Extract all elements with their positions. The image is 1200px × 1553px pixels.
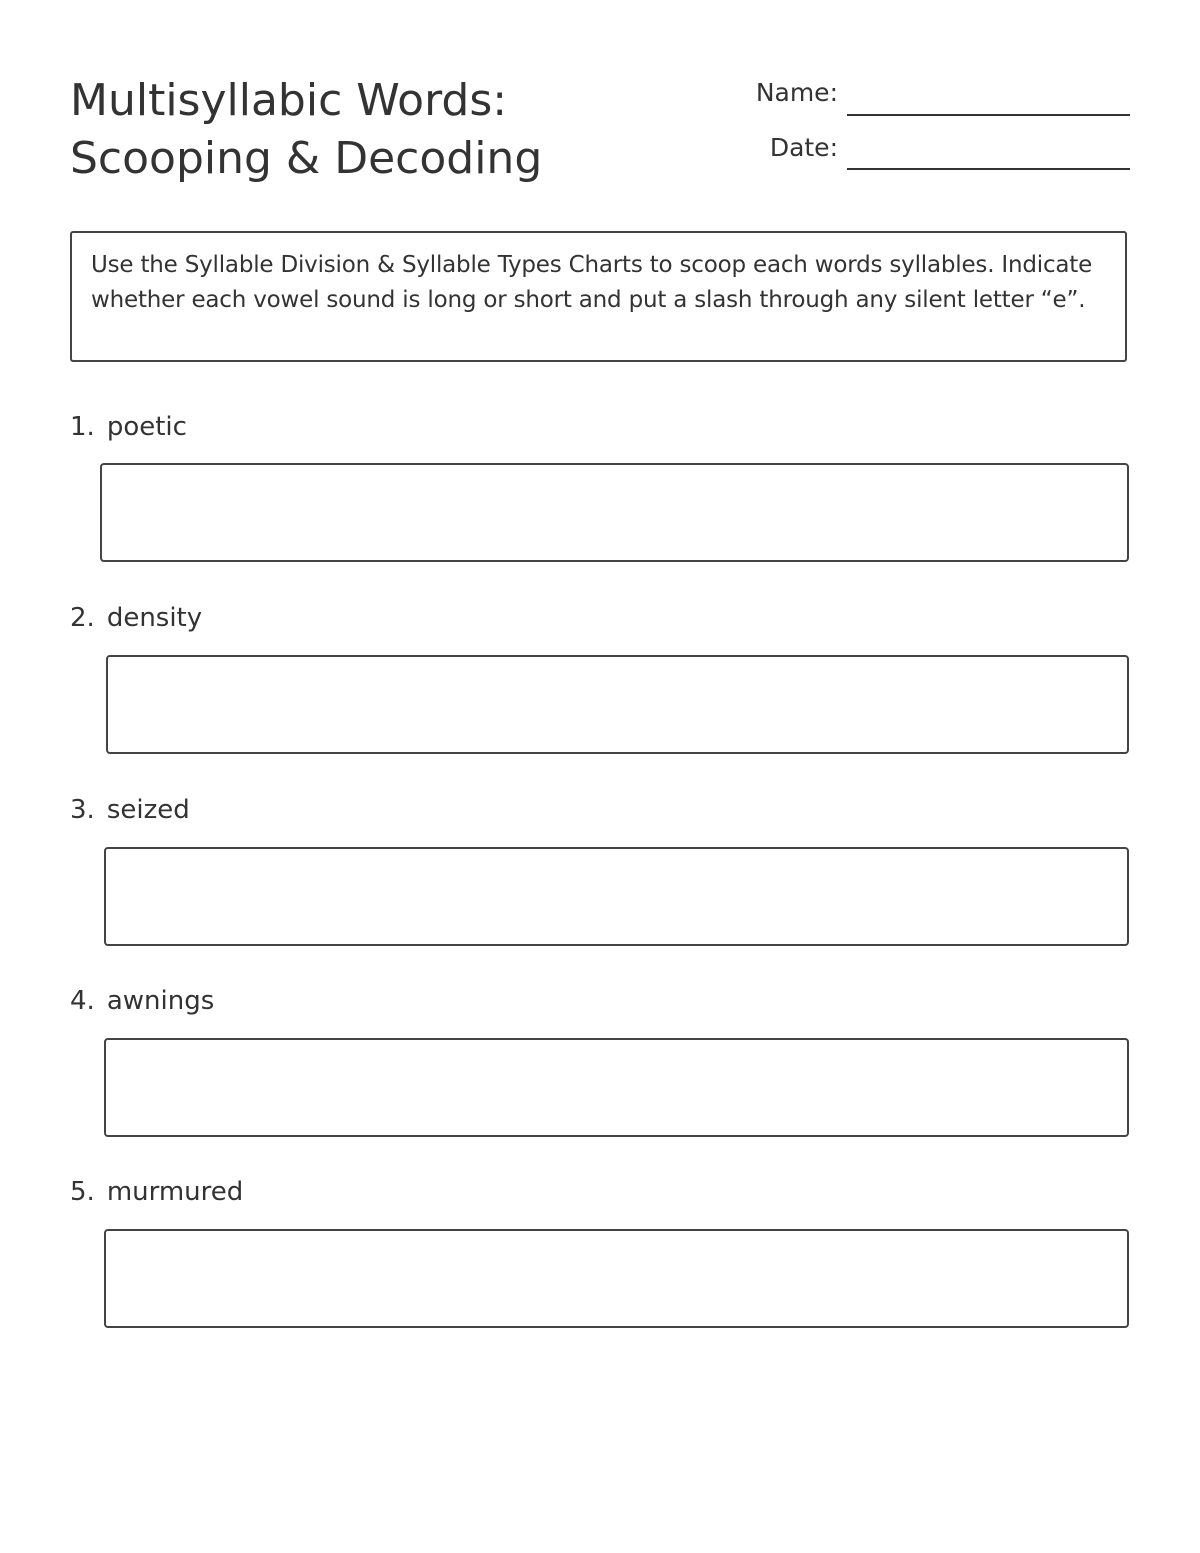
name-field[interactable] — [847, 114, 1130, 116]
item-word: murmured — [106, 1177, 244, 1207]
item-3-label — [70, 795, 190, 825]
item-1-label — [70, 412, 187, 442]
worksheet-title — [70, 72, 542, 188]
title-line-2: Scooping & Decoding — [70, 133, 543, 184]
item-number: 1. — [70, 412, 95, 442]
name-label: Name: — [755, 78, 838, 107]
date-label: Date: — [769, 133, 838, 162]
item-number: 2. — [70, 603, 95, 633]
item-2-label — [70, 603, 202, 633]
item-word: poetic — [106, 412, 187, 442]
title-line-1: Multisyllabic Words: — [70, 75, 508, 126]
answer-box-2[interactable] — [106, 655, 1129, 754]
item-word: density — [106, 603, 203, 633]
item-4-label — [70, 986, 214, 1016]
instructions-box: Use the Syllable Division & Syllable Types Charts to scoop each words syllables. Indicate whether each vowel sound is long or short and put a slash through any silent letter “e”. — [70, 231, 1127, 362]
answer-box-4[interactable] — [104, 1038, 1129, 1137]
answer-box-1[interactable] — [100, 463, 1129, 562]
item-word: awnings — [106, 986, 215, 1016]
item-5-label — [70, 1177, 243, 1207]
date-field[interactable] — [847, 168, 1130, 170]
item-number: 4. — [70, 986, 95, 1016]
answer-box-5[interactable] — [104, 1229, 1129, 1328]
answer-box-3[interactable] — [104, 847, 1129, 946]
item-number: 5. — [70, 1177, 95, 1207]
item-number: 3. — [70, 795, 95, 825]
item-word: seized — [106, 795, 190, 825]
